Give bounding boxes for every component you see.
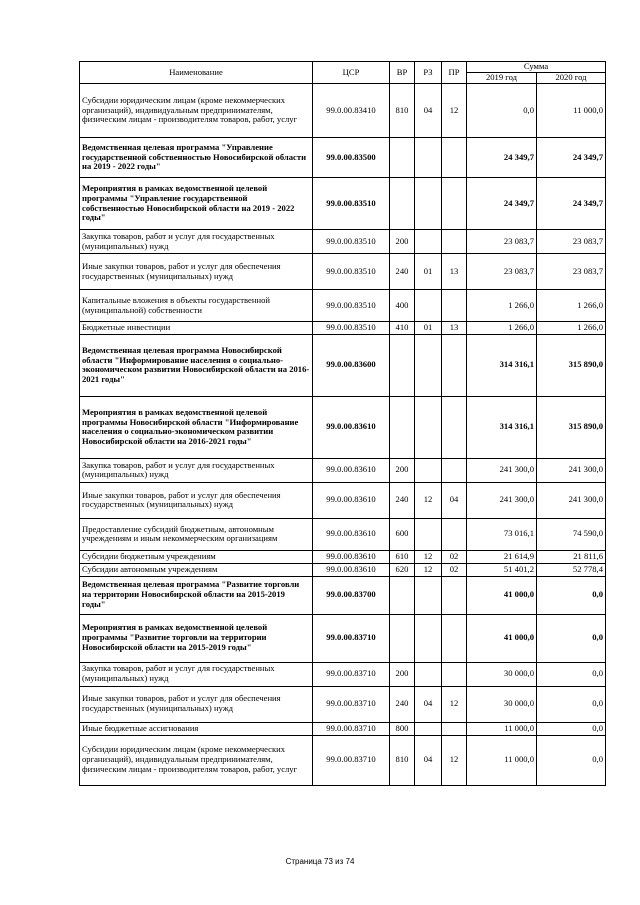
row-name: Закупка товаров, работ и услуг для государственных (муниципальных) нужд: [80, 230, 313, 254]
header-2020: 2020 год: [537, 73, 606, 84]
row-vr: [390, 576, 415, 614]
header-2019: 2019 год: [467, 73, 537, 84]
row-sum-2020: 1 266,0: [537, 322, 606, 335]
row-sum-2020: 315 890,0: [537, 334, 606, 396]
row-name: Капитальные вложения в объекты государственной (муниципальной) собственности: [80, 290, 313, 322]
row-csr: 99.0.00.83610: [313, 563, 390, 576]
table-row: [80, 563, 606, 576]
table-row: [80, 322, 606, 335]
table-row: [80, 334, 606, 396]
row-sum-2019: 11 000,0: [467, 722, 537, 735]
row-sum-2020: 0,0: [537, 686, 606, 722]
row-name: Иные бюджетные ассигнования: [80, 722, 313, 735]
header-name: Наименование: [80, 62, 313, 84]
row-pr: [442, 334, 467, 396]
row-rz: [415, 334, 442, 396]
row-sum-2020: 52 778,4: [537, 563, 606, 576]
row-name: Мероприятия в рамках ведомственной целевой программы Новосибирской области "Информирование населения о социально-экономическом развитии Новосибирской области на 2016-2021 годы": [80, 396, 313, 458]
row-pr: [442, 138, 467, 178]
row-name: Ведомственная целевая программа "Управление государственной собственностью Новосибирской области на 2019 - 2022 годы": [80, 138, 313, 178]
row-pr: [442, 576, 467, 614]
row-name: Субсидии бюджетным учреждениям: [80, 550, 313, 563]
row-pr: 04: [442, 482, 467, 518]
row-vr: 800: [390, 722, 415, 735]
row-sum-2020: 24 349,7: [537, 138, 606, 178]
row-vr: 200: [390, 662, 415, 686]
row-sum-2019: 23 083,7: [467, 254, 537, 290]
row-sum-2020: 74 590,0: [537, 518, 606, 550]
page-footer: Страница 73 из 74: [285, 857, 355, 866]
row-rz: 12: [415, 550, 442, 563]
row-pr: 02: [442, 563, 467, 576]
row-csr: 99.0.00.83510: [313, 254, 390, 290]
row-name: Субсидии автономным учреждениям: [80, 563, 313, 576]
table-row: [80, 290, 606, 322]
row-sum-2020: 1 266,0: [537, 290, 606, 322]
row-sum-2019: 51 401,2: [467, 563, 537, 576]
table-row: [80, 576, 606, 614]
row-vr: 810: [390, 735, 415, 785]
row-vr: 600: [390, 518, 415, 550]
row-pr: [442, 178, 467, 230]
row-pr: 12: [442, 735, 467, 785]
table-row: [80, 230, 606, 254]
row-name: Субсидии юридическим лицам (кроме некоммерческих организаций), индивидуальным предпринимателям, физическим лицам - производителям товаров, работ, услуг: [80, 735, 313, 785]
row-vr: 240: [390, 482, 415, 518]
table-row: [80, 722, 606, 735]
row-rz: [415, 722, 442, 735]
row-sum-2020: 0,0: [537, 576, 606, 614]
row-sum-2020: 241 300,0: [537, 482, 606, 518]
table-header: [80, 62, 606, 84]
row-name: Субсидии юридическим лицам (кроме некоммерческих организаций), индивидуальным предпринимателям, физическим лицам - производителям товаров, работ, услуг: [80, 84, 313, 138]
row-vr: 410: [390, 322, 415, 335]
row-sum-2019: 41 000,0: [467, 614, 537, 662]
row-csr: 99.0.00.83710: [313, 662, 390, 686]
row-vr: [390, 334, 415, 396]
row-sum-2019: 241 300,0: [467, 482, 537, 518]
row-sum-2020: 0,0: [537, 662, 606, 686]
row-name: Мероприятия в рамках ведомственной целевой программы "Управление государственной собственностью Новосибирской области на 2019 - 2022 годы": [80, 178, 313, 230]
row-rz: [415, 662, 442, 686]
row-sum-2020: 0,0: [537, 735, 606, 785]
row-rz: [415, 518, 442, 550]
row-pr: 13: [442, 254, 467, 290]
header-rz: РЗ: [415, 62, 442, 84]
header-csr: ЦСР: [313, 62, 390, 84]
row-sum-2019: 0,0: [467, 84, 537, 138]
row-sum-2019: 314 316,1: [467, 334, 537, 396]
row-name: Иные закупки товаров, работ и услуг для обеспечения государственных (муниципальных) нужд: [80, 254, 313, 290]
row-rz: [415, 396, 442, 458]
table-row: [80, 138, 606, 178]
row-csr: 99.0.00.83510: [313, 322, 390, 335]
row-vr: 240: [390, 254, 415, 290]
row-vr: [390, 178, 415, 230]
table-body: [80, 84, 606, 786]
row-csr: 99.0.00.83700: [313, 576, 390, 614]
row-rz: 04: [415, 84, 442, 138]
row-sum-2019: 241 300,0: [467, 458, 537, 482]
row-csr: 99.0.00.83710: [313, 686, 390, 722]
row-csr: 99.0.00.83510: [313, 178, 390, 230]
row-csr: 99.0.00.83410: [313, 84, 390, 138]
row-vr: [390, 396, 415, 458]
row-rz: [415, 230, 442, 254]
row-rz: 12: [415, 482, 442, 518]
row-csr: 99.0.00.83610: [313, 550, 390, 563]
row-rz: 04: [415, 686, 442, 722]
row-pr: 12: [442, 686, 467, 722]
row-rz: [415, 576, 442, 614]
row-sum-2020: 11 000,0: [537, 84, 606, 138]
table-row: [80, 614, 606, 662]
row-sum-2019: 11 000,0: [467, 735, 537, 785]
row-pr: [442, 396, 467, 458]
budget-table: [79, 61, 606, 786]
row-sum-2019: 1 266,0: [467, 322, 537, 335]
row-name: Иные закупки товаров, работ и услуг для обеспечения государственных (муниципальных) нужд: [80, 686, 313, 722]
row-pr: 13: [442, 322, 467, 335]
header-sum: Сумма: [467, 62, 606, 73]
row-name: Иные закупки товаров, работ и услуг для обеспечения государственных (муниципальных) нужд: [80, 482, 313, 518]
row-sum-2019: 30 000,0: [467, 662, 537, 686]
row-pr: 12: [442, 84, 467, 138]
row-csr: 99.0.00.83710: [313, 722, 390, 735]
row-sum-2020: 315 890,0: [537, 396, 606, 458]
row-csr: 99.0.00.83510: [313, 230, 390, 254]
row-csr: 99.0.00.83500: [313, 138, 390, 178]
row-pr: [442, 230, 467, 254]
row-sum-2019: 24 349,7: [467, 178, 537, 230]
row-sum-2020: 241 300,0: [537, 458, 606, 482]
row-csr: 99.0.00.83710: [313, 735, 390, 785]
table-row: [80, 550, 606, 563]
row-sum-2019: 21 614,9: [467, 550, 537, 563]
row-pr: [442, 290, 467, 322]
row-rz: 12: [415, 563, 442, 576]
row-rz: [415, 178, 442, 230]
row-sum-2019: 30 000,0: [467, 686, 537, 722]
row-name: Ведомственная целевая программа Новосибирской области "Информирование населения о социально-экономическом развитии Новосибирской области на 2016-2021 годы": [80, 334, 313, 396]
row-rz: 04: [415, 735, 442, 785]
row-sum-2020: 21 811,6: [537, 550, 606, 563]
row-csr: 99.0.00.83600: [313, 334, 390, 396]
row-rz: 01: [415, 254, 442, 290]
row-sum-2019: 73 016,1: [467, 518, 537, 550]
row-rz: [415, 614, 442, 662]
row-pr: [442, 722, 467, 735]
table-row: [80, 686, 606, 722]
row-sum-2020: 23 083,7: [537, 254, 606, 290]
row-csr: 99.0.00.83610: [313, 518, 390, 550]
row-name: Ведомственная целевая программа "Развитие торговли на территории Новосибирской области на 2015-2019 годы": [80, 576, 313, 614]
row-sum-2020: 23 083,7: [537, 230, 606, 254]
row-pr: [442, 662, 467, 686]
row-vr: 620: [390, 563, 415, 576]
row-vr: 240: [390, 686, 415, 722]
row-csr: 99.0.00.83710: [313, 614, 390, 662]
table-row: [80, 735, 606, 785]
row-sum-2020: 24 349,7: [537, 178, 606, 230]
row-name: Бюджетные инвестиции: [80, 322, 313, 335]
row-sum-2019: 314 316,1: [467, 396, 537, 458]
row-sum-2019: 24 349,7: [467, 138, 537, 178]
row-pr: [442, 458, 467, 482]
table-row: [80, 178, 606, 230]
table-row: [80, 518, 606, 550]
row-vr: 400: [390, 290, 415, 322]
row-vr: 610: [390, 550, 415, 563]
row-name: Закупка товаров, работ и услуг для государственных (муниципальных) нужд: [80, 662, 313, 686]
table-row: [80, 482, 606, 518]
row-vr: [390, 614, 415, 662]
row-vr: 810: [390, 84, 415, 138]
row-rz: [415, 458, 442, 482]
row-pr: [442, 614, 467, 662]
row-vr: 200: [390, 230, 415, 254]
header-pr: ПР: [442, 62, 467, 84]
table-row: [80, 84, 606, 138]
row-pr: [442, 518, 467, 550]
row-sum-2019: 41 000,0: [467, 576, 537, 614]
row-name: Мероприятия в рамках ведомственной целевой программы "Развитие торговли на территории Новосибирской области на 2015-2019 годы": [80, 614, 313, 662]
row-csr: 99.0.00.83610: [313, 482, 390, 518]
row-sum-2020: 0,0: [537, 722, 606, 735]
row-rz: 01: [415, 322, 442, 335]
row-vr: [390, 138, 415, 178]
row-csr: 99.0.00.83510: [313, 290, 390, 322]
row-name: Предоставление субсидий бюджетным, автономным учреждениям и иным некоммерческим организациям: [80, 518, 313, 550]
row-rz: [415, 290, 442, 322]
header-vr: ВР: [390, 62, 415, 84]
table-row: [80, 254, 606, 290]
table-row: [80, 662, 606, 686]
row-pr: 02: [442, 550, 467, 563]
table-row: [80, 458, 606, 482]
table-row: [80, 396, 606, 458]
row-name: Закупка товаров, работ и услуг для государственных (муниципальных) нужд: [80, 458, 313, 482]
row-rz: [415, 138, 442, 178]
row-sum-2019: 23 083,7: [467, 230, 537, 254]
row-sum-2019: 1 266,0: [467, 290, 537, 322]
row-vr: 200: [390, 458, 415, 482]
row-csr: 99.0.00.83610: [313, 396, 390, 458]
row-csr: 99.0.00.83610: [313, 458, 390, 482]
row-sum-2020: 0,0: [537, 614, 606, 662]
